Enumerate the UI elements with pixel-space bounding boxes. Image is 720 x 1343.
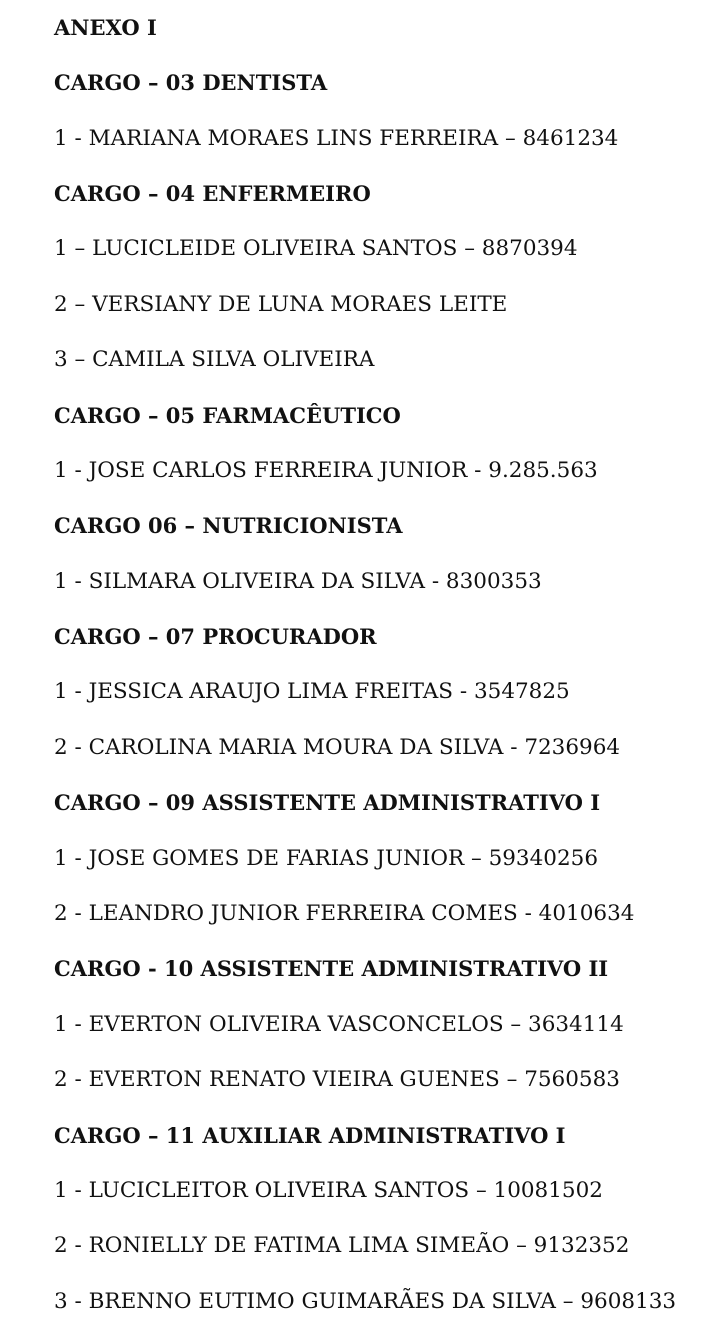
list-item: 1 - SILMARA OLIVEIRA DA SILVA - 8300353 — [54, 568, 542, 594]
section-heading-auxiliar-administrativo-i: CARGO – 11 AUXILIAR ADMINISTRATIVO I — [54, 1122, 566, 1148]
list-item: 2 – VERSIANY DE LUNA MORAES LEITE — [54, 291, 508, 317]
section-heading-assistente-administrativo-ii: CARGO - 10 ASSISTENTE ADMINISTRATIVO II — [54, 956, 609, 982]
section-heading-enfermeiro: CARGO – 04 ENFERMEIRO — [54, 180, 371, 206]
list-item: 2 - LEANDRO JUNIOR FERREIRA COMES - 4010634 — [54, 901, 635, 927]
list-item: 3 - BRENNO EUTIMO GUIMARÃES DA SILVA – 9608133 — [54, 1288, 677, 1314]
list-item: 1 - MARIANA MORAES LINS FERREIRA – 8461234 — [54, 125, 619, 151]
list-item: 1 - JOSE CARLOS FERREIRA JUNIOR - 9.285.563 — [54, 457, 598, 483]
list-item: 1 - JESSICA ARAUJO LIMA FREITAS - 3547825 — [54, 679, 570, 705]
section-heading-farmaceutico: CARGO – 05 FARMACÊUTICO — [54, 402, 401, 428]
section-heading-nutricionista: CARGO 06 – NUTRICIONISTA — [54, 513, 403, 539]
document-body — [54, 0, 714, 1329]
annex-title: ANEXO I — [54, 15, 157, 40]
list-item: 1 - EVERTON OLIVEIRA VASCONCELOS – 3634114 — [54, 1011, 624, 1037]
list-item: 1 - LUCICLEITOR OLIVEIRA SANTOS – 10081502 — [54, 1178, 603, 1203]
section-heading-assistente-administrativo-i: CARGO – 09 ASSISTENTE ADMINISTRATIVO I — [54, 790, 601, 816]
list-item: 2 - CAROLINA MARIA MOURA DA SILVA - 7236964 — [54, 734, 621, 760]
section-heading-dentista: CARGO – 03 DENTISTA — [54, 70, 328, 96]
section-heading-procurador: CARGO – 07 PROCURADOR — [54, 624, 377, 650]
list-item: 1 – LUCICLEIDE OLIVEIRA SANTOS – 8870394 — [54, 236, 578, 262]
list-item: 2 - RONIELLY DE FATIMA LIMA SIMEÃO – 9132352 — [54, 1233, 630, 1259]
list-item: 2 - EVERTON RENATO VIEIRA GUENES – 7560583 — [54, 1067, 620, 1093]
list-item: 3 – CAMILA SILVA OLIVEIRA — [54, 347, 375, 373]
list-item: 1 - JOSE GOMES DE FARIAS JUNIOR – 59340256 — [54, 845, 599, 871]
